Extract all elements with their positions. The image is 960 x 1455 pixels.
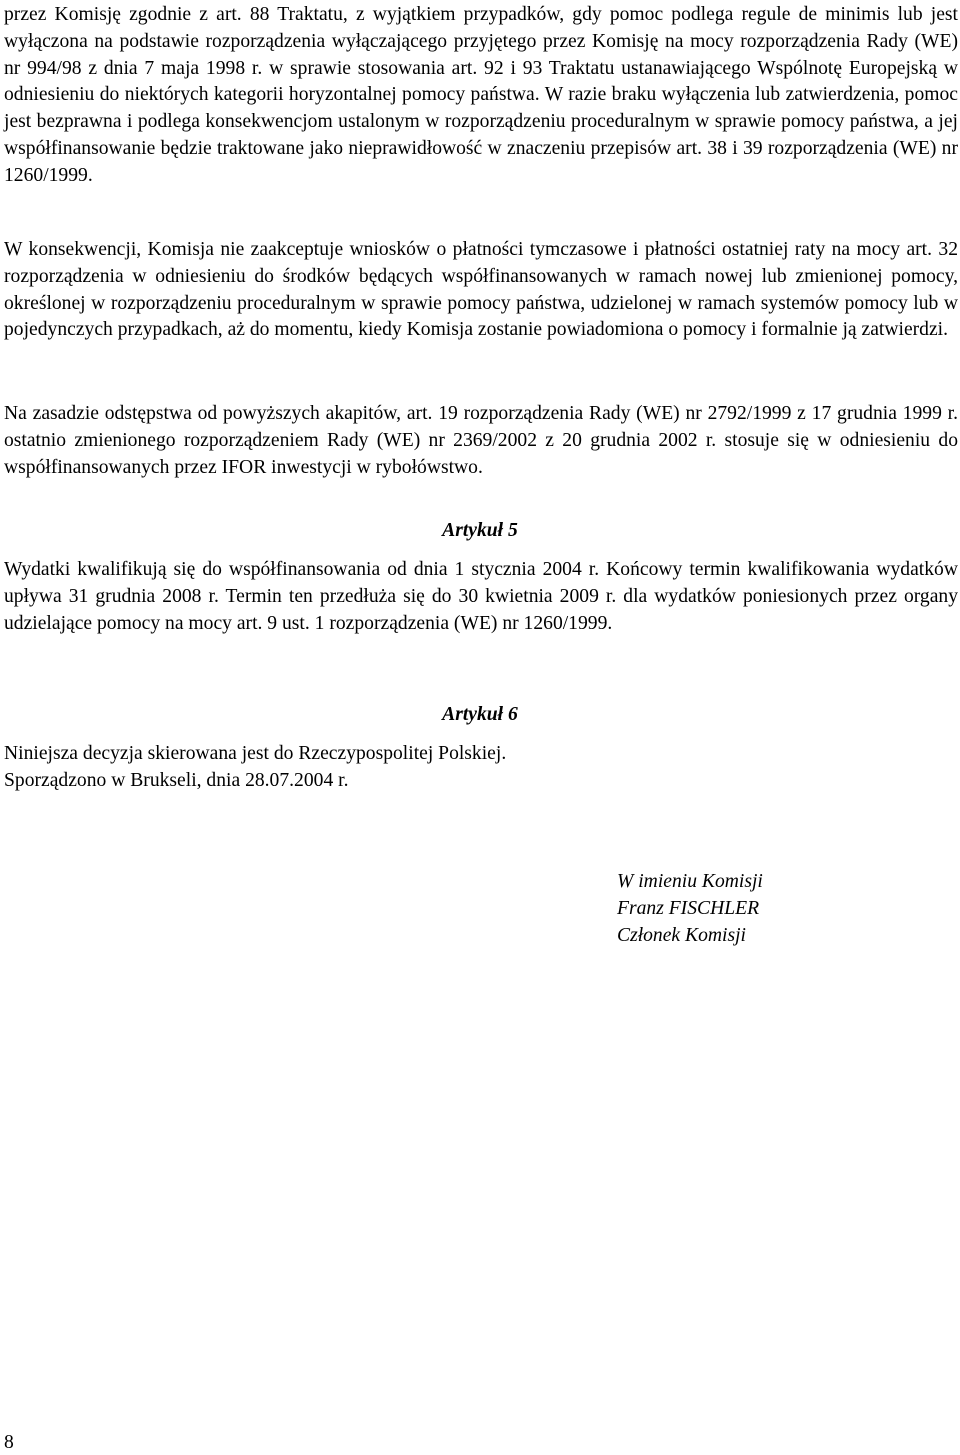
signature-block: [617, 868, 763, 949]
paragraph-derogation: Na zasadzie odstępstwa od powyższych akapitów, art. 19 rozporządzenia Rady (WE) nr 2792/1999 z 17 grudnia 1999 r. ostatnio zmienionego rozporządzeniem Rady (WE) nr 2369/2002 z 20 grudnia 2002 r. stosuje się w odniesieniu do współfinansowanych przez IFOR inwestycji w rybołówstwo.: [4, 403, 958, 478]
place-date-line: Sporządzono w Brukseli, dnia 28.07.2004 r.: [4, 769, 349, 791]
heading-article-6: Artykuł 6: [442, 704, 518, 725]
addressee-line: Niniejsza decyzja skierowana jest do Rzeczypospolitej Polskiej.: [4, 743, 507, 764]
paragraph-addressee: [4, 741, 958, 795]
paragraph-eligibility-dates: Wydatki kwalifikują się do współfinansowania od dnia 1 stycznia 2004 r. Końcowy termin kwalifikowania wydatków upływa 31 grudnia 2008 r. Termin ten przedłuża się do 30 kwietnia 2009 r. dla wydatków poniesionych przez organy udzielające pomocy na mocy art. 9 ust. 1 rozporządzenia (WE) nr 1260/1999.: [4, 559, 958, 634]
page-number: 8: [4, 1432, 14, 1453]
paragraph-payment-requests: W konsekwencji, Komisja nie zaakceptuje wniosków o płatności tymczasowe i płatności ostatniej raty na mocy art. 32 rozporządzenia w odniesieniu do środków będących współfinansowanych w ramach nowej lub zmienionej pomocy, określonej w rozporządzeniu proceduralnym w sprawie pomocy państwa, udzielonej w ramach systemów pomocy lub w pojedynczych przypadkach, aż do momentu, kiedy Komisja zostanie powiadomiona o pomocy i formalnie ją zatwierdzi.: [4, 239, 958, 341]
paragraph-state-aid-conditions: przez Komisję zgodnie z art. 88 Traktatu, z wyjątkiem przypadków, gdy pomoc podlega regule de minimis lub jest wyłączona na podstawie rozporządzenia wyłączającego przyjętego przez Komisję na mocy rozporządzenia Rady (WE) nr 994/98 z dnia 7 maja 1998 r. w sprawie stosowania art. 92 i 93 Traktatu ustanawiającego Wspólnotę Europejską w odniesieniu do niektórych kategorii horyzontalnej pomocy państwa. W razie braku wyłączenia lub zatwierdzenia, pomoc jest bezprawna i podlega konsekwencjom ustalonym w rozporządzeniu proceduralnym w sprawie pomocy państwa, a jej współfinansowanie będzie traktowane jako nieprawidłowość w znaczeniu przepisów art. 38 i 39 rozporządzenia (WE) nr 1260/1999.: [4, 4, 958, 186]
signature-role: Członek Komisji: [617, 925, 746, 946]
heading-article-5: Artykuł 5: [442, 520, 518, 541]
signature-on-behalf: W imieniu Komisji: [617, 871, 763, 892]
signature-name: Franz FISCHLER: [617, 898, 760, 919]
